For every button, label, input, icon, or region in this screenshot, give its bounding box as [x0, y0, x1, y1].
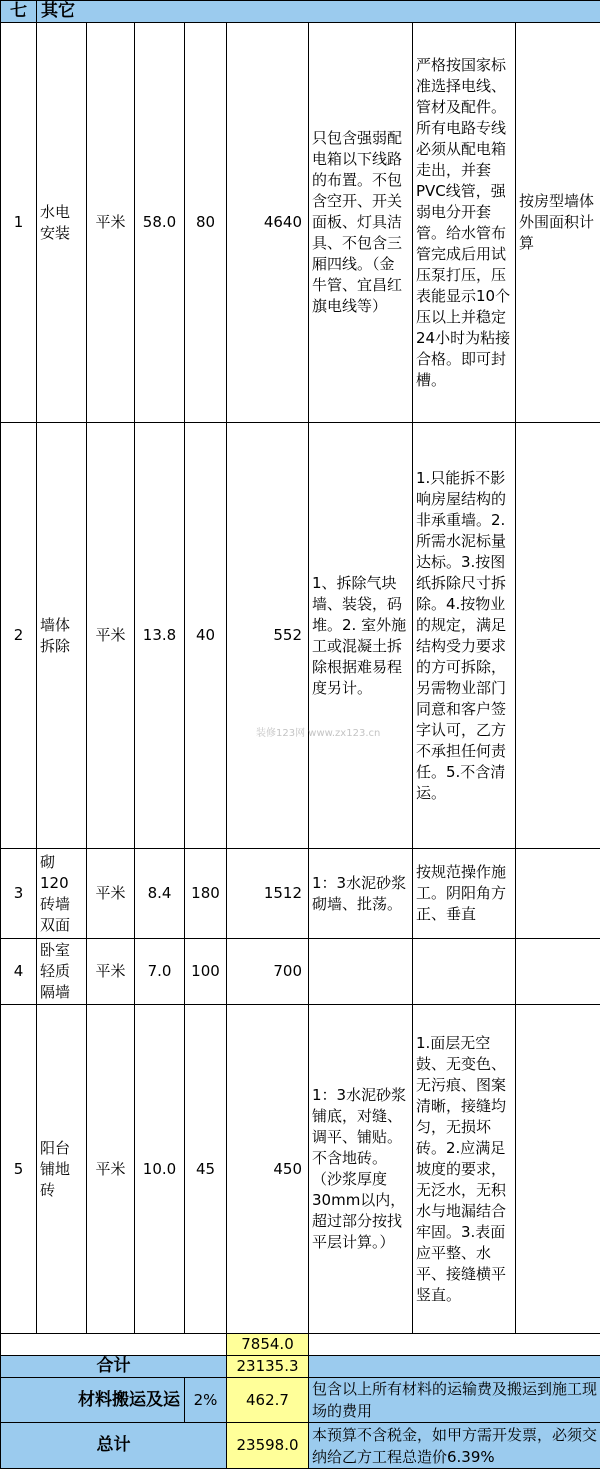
table-row — [1, 939, 600, 1005]
material-desc — [309, 939, 413, 1005]
unit-price: 80 — [185, 23, 227, 423]
transport-row — [1, 1378, 600, 1423]
quantity: 7.0 — [135, 939, 185, 1005]
item-name: 水电安装 — [37, 23, 87, 423]
quantity: 8.4 — [135, 849, 185, 939]
transport-note: 包含以上所有材料的运输费及搬运到施工现场的费用 — [309, 1378, 600, 1423]
grand-total-note: 本预算不含税金，如甲方需开发票，必须交纳给乙方工程总造价6.39% — [309, 1423, 600, 1469]
row-number: 5 — [1, 1005, 37, 1334]
process-desc: 1.只能拆不影响房屋结构的非承重墙。2.所需水泥标量达标。3.按图纸拆除尺寸拆除。4.按物业的规定，满足结构受力要求的方可拆除，另需物业部门同意和客户签字认可，乙方不承担任何责任。5.不含清运。 — [413, 423, 516, 849]
table-row — [1, 23, 600, 423]
material-desc: 只包含强弱配电箱以下线路的布置。不包含空开、开关面板、灯具洁具、不包含三厢四线。（金牛管、宜昌红旗电线等） — [309, 23, 413, 423]
watermark-text: 装修123网 www.zx123.cn — [256, 724, 380, 739]
subtotal-value: 7854.0 — [227, 1334, 309, 1356]
row-number: 2 — [1, 423, 37, 849]
material-desc: 1：3水泥砂浆铺底，对缝、调平、铺贴。不含地砖。（沙浆厚度30mm以内，超过部分按找平层计算。） — [309, 1005, 413, 1334]
amount: 450 — [227, 1005, 309, 1334]
quantity: 13.8 — [135, 423, 185, 849]
subtotal-spacer — [1, 1334, 227, 1356]
remark — [516, 939, 600, 1005]
amount: 1512 — [227, 849, 309, 939]
table-row — [1, 849, 600, 939]
unit: 平米 — [87, 1005, 135, 1334]
process-desc: 严格按国家标准选择电线、管材及配件。所有电路专线必须从配电箱走出，并套PVC线管，强弱电分开套管。给水管布管完成后用试压泵打压，压表能显示10个压以上并稳定24小时为粘接合格。即可封槽。 — [413, 23, 516, 423]
grand-total-value: 23598.0 — [227, 1423, 309, 1469]
material-desc: 1：3水泥砂浆砌墙、批荡。 — [309, 849, 413, 939]
total-label: 合计 — [1, 1356, 227, 1378]
table-row — [1, 423, 600, 849]
item-name: 墙体拆除 — [37, 423, 87, 849]
remark — [516, 849, 600, 939]
transport-rate: 2% — [185, 1378, 227, 1423]
total-value: 23135.3 — [227, 1356, 309, 1378]
transport-label: 材料搬运及运 — [1, 1378, 185, 1423]
subtotal-blank — [309, 1334, 600, 1356]
unit-price: 100 — [185, 939, 227, 1005]
amount: 4640 — [227, 23, 309, 423]
unit: 平米 — [87, 23, 135, 423]
subtotal-row — [1, 1334, 600, 1356]
quantity: 10.0 — [135, 1005, 185, 1334]
total-row — [1, 1356, 600, 1378]
grand-total-row — [1, 1423, 600, 1469]
unit: 平米 — [87, 939, 135, 1005]
unit: 平米 — [87, 423, 135, 849]
row-number: 3 — [1, 849, 37, 939]
unit-price: 45 — [185, 1005, 227, 1334]
process-desc: 按规范操作施工。阴阳角方正、垂直 — [413, 849, 516, 939]
section-header-row — [1, 1, 600, 23]
total-note — [309, 1356, 600, 1378]
transport-value: 462.7 — [227, 1378, 309, 1423]
section-title: 其它 — [37, 1, 600, 23]
row-number: 4 — [1, 939, 37, 1005]
section-number: 七 — [1, 1, 37, 23]
quantity: 58.0 — [135, 23, 185, 423]
table-row — [1, 1005, 600, 1334]
unit-price: 40 — [185, 423, 227, 849]
amount: 552 — [227, 423, 309, 849]
item-name: 卧室轻质隔墙 — [37, 939, 87, 1005]
unit: 平米 — [87, 849, 135, 939]
process-desc: 1.面层无空鼓、无变色、无污痕、图案清晰，接缝均匀，无损坏砖。2.应满足坡度的要求，无泛水，无积水与地漏结合牢固。3.表面应平整、水平、接缝横平竖直。 — [413, 1005, 516, 1334]
item-name: 砌120砖墙双面 — [37, 849, 87, 939]
amount: 700 — [227, 939, 309, 1005]
remark — [516, 1005, 600, 1334]
unit-price: 180 — [185, 849, 227, 939]
item-name: 阳台铺地砖 — [37, 1005, 87, 1334]
remark — [516, 423, 600, 849]
row-number: 1 — [1, 23, 37, 423]
process-desc — [413, 939, 516, 1005]
material-desc: 1、拆除气块墙、装袋，码堆。2. 室外施工或混凝土拆除根据难易程度另计。 — [309, 423, 413, 849]
remark: 按房型墙体外围面积计算 — [516, 23, 600, 423]
grand-total-label: 总计 — [1, 1423, 227, 1469]
